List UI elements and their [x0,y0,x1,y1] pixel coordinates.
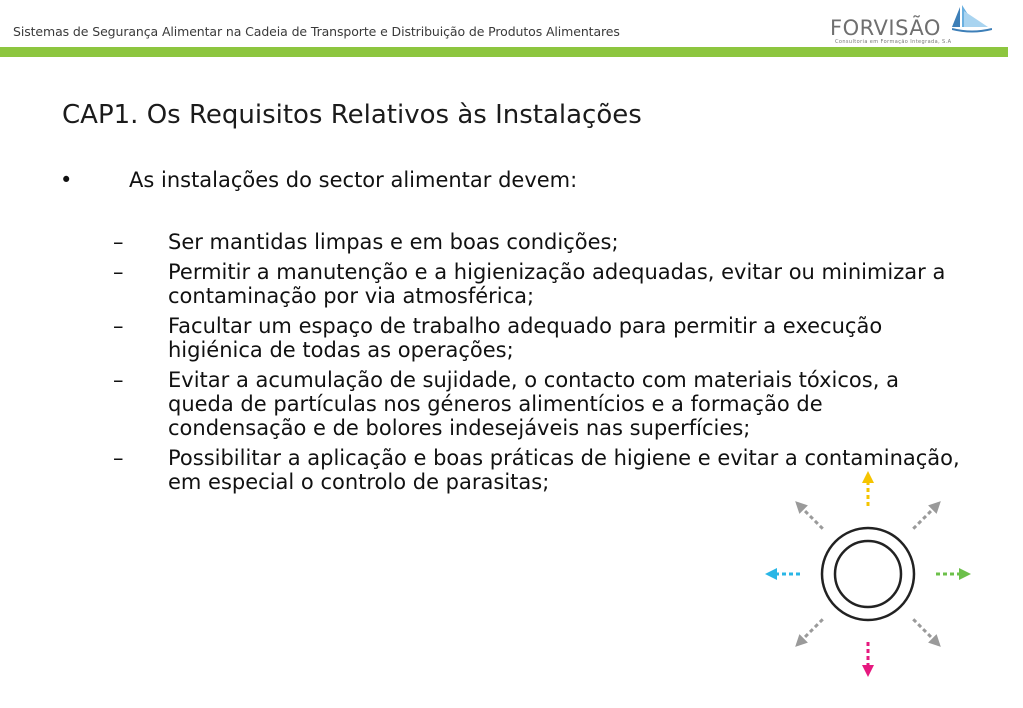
forvisao-logo [830,5,1010,51]
slide-title: CAP1. Os Requisitos Relativos às Instalações [62,100,642,130]
dash-marker: – [113,314,124,338]
bullet-marker: • [60,168,73,192]
sub-item-text: Ser mantidas limpas e em boas condições; [168,230,619,254]
arrow-group [765,471,971,677]
header-title: Sistemas de Segurança Alimentar na Cadeia de Transporte e Distribuição de Produtos Alimentares [13,24,620,39]
sub-item-text: Possibilitar a aplicação e boas práticas de higiene e evitar a contaminação, em especial o controlo de parasitas; [168,446,960,494]
header-accent-bar [0,47,1008,57]
sail-icon [952,5,992,35]
sub-item-text: Facultar um espaço de trabalho adequado para permitir a execução higiénica de todas as operações; [168,314,883,362]
dash-marker: – [113,260,124,284]
sub-item [113,368,963,440]
sub-item [113,230,963,254]
sub-item-text: Evitar a acumulação de sujidade, o contacto com materiais tóxicos, a queda de partículas nos géneros alimentícios e a formação de condensação e de bolores indesejáveis nas superfícies; [168,368,899,440]
logo-subtitle: Consultoria em Formação Integrada, S.A [835,39,952,45]
arrow-right-green-head [959,568,971,580]
sub-item [113,314,963,362]
sub-item-list [113,230,963,500]
main-bullet-text: As instalações do sector alimentar devem: [129,168,578,192]
dash-marker: – [113,230,124,254]
dash-marker: – [113,446,124,470]
dash-marker: – [113,368,124,392]
sub-item [113,260,963,308]
arrow-up-yellow-head [862,471,874,483]
sub-item-text: Permitir a manutenção e a higienização adequadas, evitar ou minimizar a contaminação por via atmosférica; [168,260,946,308]
logo-wordmark: FORVISÃO [830,16,941,40]
radiating-arrows-graphic [755,462,985,677]
arrow-down-pink-head [862,665,874,677]
arrow-left-blue-head [765,568,777,580]
inner-ring [835,541,901,607]
